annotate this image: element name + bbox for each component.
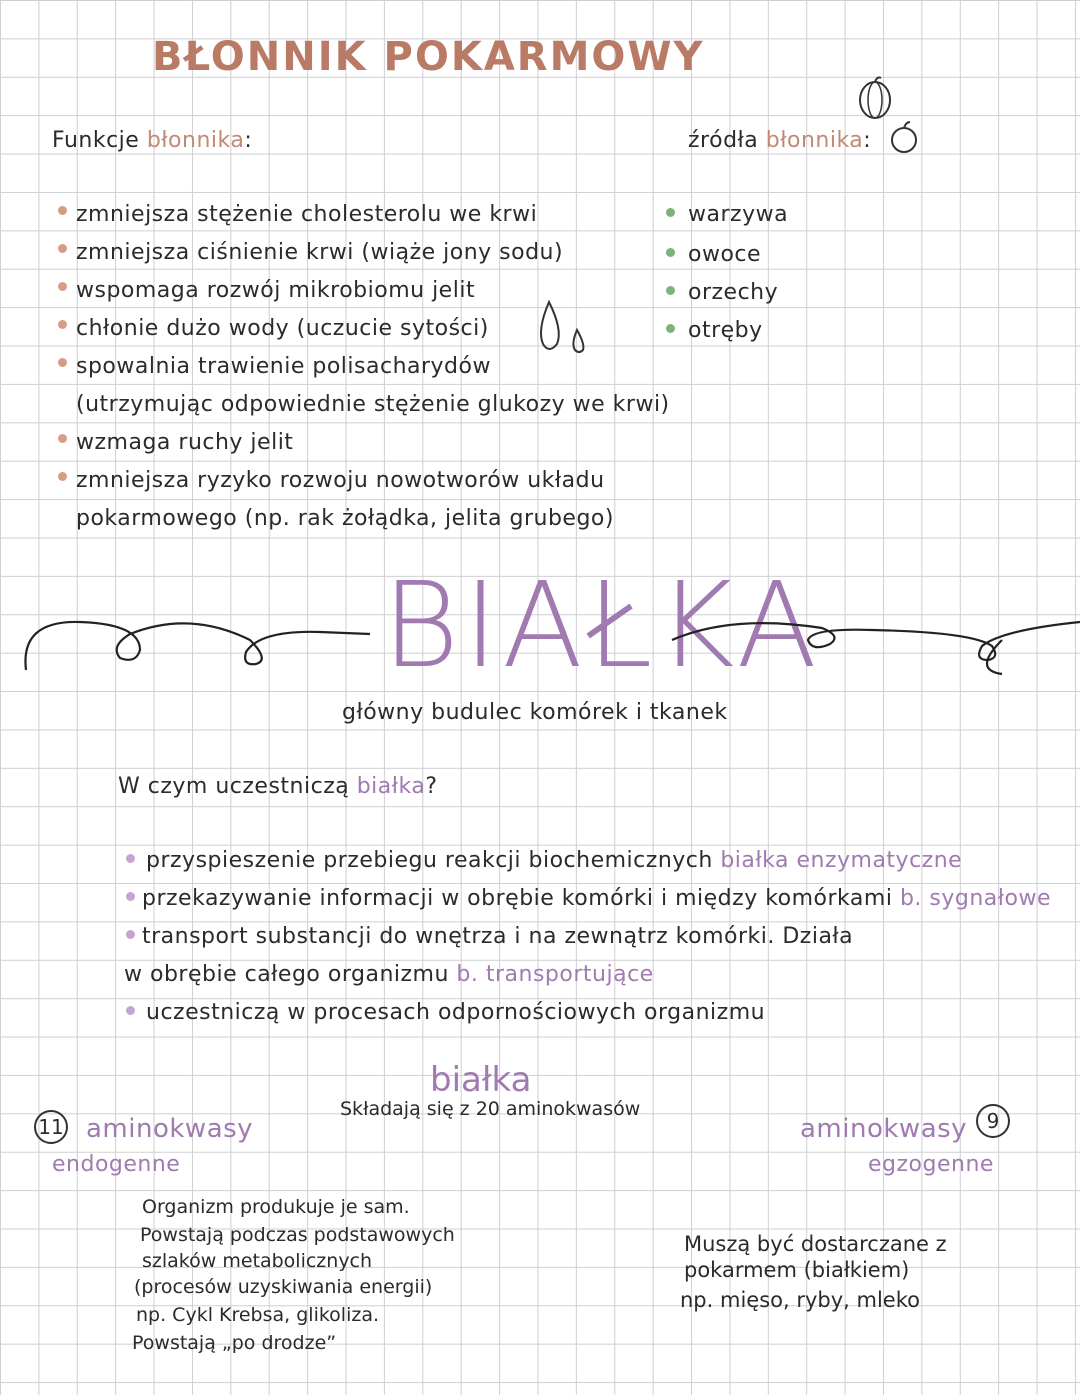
exogenous-count-badge: 9 (976, 1104, 1010, 1138)
functions-highlight: błonnika (146, 128, 245, 153)
functions-colon: : (244, 128, 253, 153)
bullet (666, 248, 675, 257)
bullet (58, 244, 67, 253)
desc-line: (procesów uzyskiwania energii) (134, 1276, 433, 1298)
desc-line: szlaków metabolicznych (142, 1250, 373, 1272)
list-item: chłonie dużo wody (uczucie sytości) (76, 316, 489, 341)
list-item (146, 848, 962, 873)
desc-line: np. Cykl Krebsa, glikoliza. (136, 1304, 380, 1326)
role-text: w obrębie całego organizmu (124, 962, 449, 987)
list-item: zmniejsza ryzyko rozwoju nowotworów układu (76, 468, 605, 493)
sources-colon: : (863, 128, 872, 153)
fiber-functions-heading (52, 128, 252, 153)
role-text: przekazywanie informacji w obrębie komórki i między komórkami (142, 886, 893, 911)
decorative-swirl-left (20, 600, 380, 680)
list-item: orzechy (688, 280, 779, 305)
bullet (58, 206, 67, 215)
endogenous-label-1: aminokwasy (86, 1114, 254, 1144)
list-item-continuation: (utrzymując odpowiednie stężenie glukozy we krwi) (76, 392, 670, 417)
bullet (126, 854, 135, 863)
list-item-continuation: pokarmowego (np. rak żołądka, jelita grubego) (76, 506, 614, 531)
exogenous-label-2: egzogenne (868, 1152, 994, 1177)
question-prefix: W czym uczestniczą (118, 774, 357, 799)
desc-line: Powstają „po drodze” (132, 1332, 337, 1354)
water-drops-icon (535, 300, 595, 360)
exogenous-label-1: aminokwasy (800, 1114, 968, 1144)
list-item-continuation (124, 962, 654, 987)
sources-highlight: błonnika (765, 128, 864, 153)
list-item: warzywa (688, 202, 789, 227)
bullet (58, 472, 67, 481)
list-item: uczestniczą w procesach odpornościowych organizmu (146, 1000, 766, 1025)
bullet (666, 286, 675, 295)
desc-line: Organizm produkuje je sam. (142, 1196, 410, 1218)
bullet (58, 282, 67, 291)
role-text: przyspieszenie przebiegu reakcji biochemicznych (146, 848, 713, 873)
protein-question (118, 774, 438, 799)
apple-icon (888, 118, 928, 158)
amino-center-subtitle: Składają się z 20 aminokwasów (340, 1098, 641, 1120)
role-tag: b. sygnałowe (899, 886, 1051, 911)
protein-subtitle: główny budulec komórek i tkanek (342, 700, 728, 725)
role-tag: b. transportujące (456, 962, 654, 987)
question-highlight: białka (356, 774, 426, 799)
list-item: spowalnia trawienie polisacharydów (76, 354, 491, 379)
protein-title: BIAŁKA (382, 556, 822, 694)
list-item: otręby (688, 318, 763, 343)
desc-line: Muszą być dostarczane z (684, 1232, 947, 1256)
bullet (58, 358, 67, 367)
list-item: zmniejsza ciśnienie krwi (wiąże jony sodu) (76, 240, 564, 265)
amino-center-title: białka (430, 1060, 532, 1100)
functions-label: Funkcje (52, 128, 147, 153)
bullet (126, 930, 135, 939)
list-item: wspomaga rozwój mikrobiomu jelit (76, 278, 476, 303)
desc-line: pokarmem (białkiem) (684, 1258, 910, 1282)
list-item: zmniejsza stężenie cholesterolu we krwi (76, 202, 538, 227)
endogenous-label-2: endogenne (52, 1152, 181, 1177)
fiber-title: BŁONNIK POKARMOWY (152, 34, 705, 80)
bullet (58, 434, 67, 443)
bullet (58, 320, 67, 329)
bullet (666, 208, 675, 217)
list-item: owoce (688, 242, 762, 267)
bullet (666, 324, 675, 333)
desc-line: np. mięso, ryby, mleko (680, 1288, 920, 1312)
list-item: transport substancji do wnętrza i na zewnątrz komórki. Działa (142, 924, 854, 949)
question-suffix: ? (425, 774, 438, 799)
role-tag: białka enzymatyczne (720, 848, 963, 873)
list-item: wzmaga ruchy jelit (76, 430, 294, 455)
bullet (126, 1006, 135, 1015)
fiber-sources-heading (688, 128, 871, 153)
endogenous-count-badge: 11 (34, 1110, 68, 1144)
bullet (126, 892, 135, 901)
desc-line: Powstają podczas podstawowych (140, 1224, 455, 1246)
list-item (142, 886, 1051, 911)
decorative-swirl-right (672, 600, 1080, 680)
sources-label: źródła (688, 128, 766, 153)
